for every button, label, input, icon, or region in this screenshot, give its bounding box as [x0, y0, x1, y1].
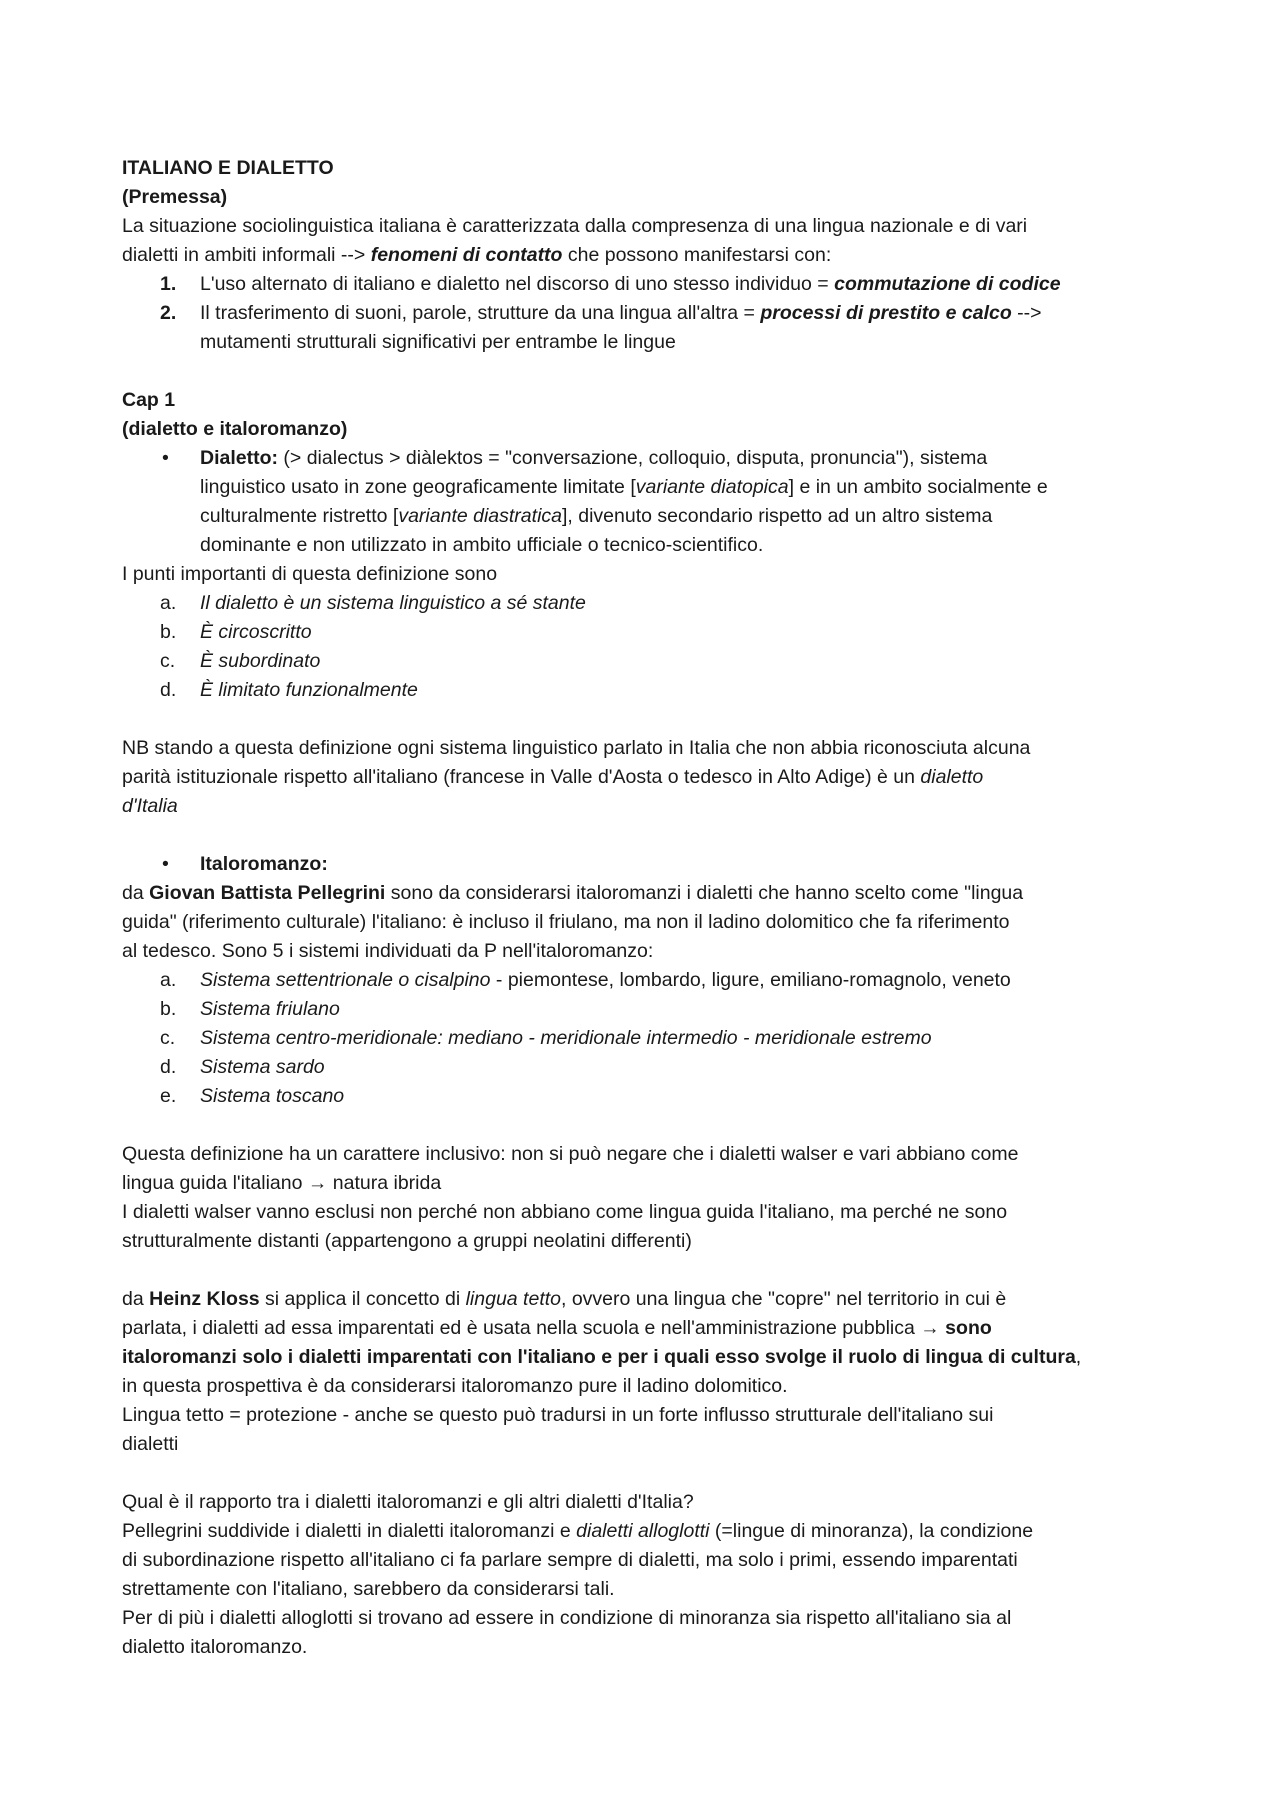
cap1-heading: Cap 1: [122, 389, 176, 411]
kloss-line-1: da Heinz Kloss si applica il concetto di lingua tetto, ovvero una lingua che "copre" nel territorio in cui è: [122, 1288, 1007, 1310]
nb-paragraph-line-2: parità istituzionale rispetto all'italiano (francese in Valle d'Aosta o tedesco in Alto Adige) è un dialetto: [122, 766, 984, 788]
answer-line-4: Per di più i dialetti alloglotti si trovano ad essere in condizione di minoranza sia rispetto all'italiano sia al: [122, 1607, 1012, 1629]
punti-list-item: a. Il dialetto è un sistema linguistico a sé stante: [122, 589, 1167, 618]
tetto-line-2: dialetti: [122, 1433, 179, 1455]
list-marker: c.: [160, 650, 176, 672]
document-title: ITALIANO E DIALETTO: [122, 157, 334, 179]
inclusivo-line-3: I dialetti walser vanno esclusi non perché non abbiano come lingua guida l'italiano, ma perché ne sono: [122, 1201, 1008, 1223]
sistemi-list-item: e. Sistema toscano: [122, 1082, 1167, 1111]
kloss-line-4: in questa prospettiva è da considerarsi italoromanzo pure il ladino dolomitico.: [122, 1375, 788, 1397]
commutazione-di-codice: commutazione di codice: [834, 273, 1061, 295]
question-line: Qual è il rapporto tra i dialetti italoromanzi e gli altri dialetti d'Italia?: [122, 1491, 694, 1513]
sistemi-list-item: a. Sistema settentrionale o cisalpino - piemontese, lombardo, ligure, emiliano-romagnolo, veneto: [122, 966, 1167, 995]
sistemi-list-item: c. Sistema centro-meridionale: mediano - meridionale intermedio - meridionale estremo: [122, 1024, 1167, 1053]
nb-paragraph-line-3: d'Italia: [122, 795, 178, 817]
nb-paragraph-line-1: NB stando a questa definizione ogni sistema linguistico parlato in Italia che non abbia riconosciuta alcuna: [122, 737, 1031, 759]
spacer: [122, 1256, 1167, 1285]
arrow-right-icon: →: [307, 1172, 328, 1194]
spacer: [122, 1459, 1167, 1488]
punti-list-item: c. È subordinato: [122, 647, 1167, 676]
list-marker: c.: [160, 1027, 176, 1049]
spacer: [122, 705, 1167, 734]
list-marker: 2.: [160, 302, 177, 324]
answer-line-5: dialetto italoromanzo.: [122, 1636, 308, 1658]
tetto-line-1: Lingua tetto = protezione - anche se questo può tradursi in un forte influsso strutturale dell'italiano sui: [122, 1404, 994, 1426]
answer-line-1: Pellegrini suddivide i dialetti in dialetti italoromanzi e dialetti alloglotti (=lingue di minoranza), la condizione: [122, 1520, 1034, 1542]
list-marker: e.: [160, 1085, 177, 1107]
bullet-icon: •: [162, 853, 169, 875]
premessa-list-item-2: 2. Il trasferimento di suoni, parole, strutture da una lingua all'altra = processi di prestito e calco --> mutamenti strutturali significativi per entrambe le lingue: [122, 299, 1167, 357]
cap1-subheading: (dialetto e italoromanzo): [122, 418, 348, 440]
italoromanzo-label: Italoromanzo:: [200, 853, 328, 875]
answer-line-3: strettamente con l'italiano, sarebbero da considerarsi tali.: [122, 1578, 615, 1600]
italoromanzo-bullet-item: [122, 850, 1167, 879]
kloss-line-2: parlata, i dialetti ad essa imparentati ed è usata nella scuola e nell'amministrazione pubblica → sono: [122, 1317, 992, 1339]
punti-list-item: b. È circoscritto: [122, 618, 1167, 647]
inclusivo-line-4: strutturalmente distanti (appartengono a gruppi neolatini differenti): [122, 1230, 692, 1252]
list-marker: b.: [160, 998, 177, 1020]
sistemi-list-item: d. Sistema sardo: [122, 1053, 1167, 1082]
spacer: [122, 1111, 1167, 1140]
punti-list-item: d. È limitato funzionalmente: [122, 676, 1167, 705]
list-marker: b.: [160, 621, 177, 643]
premessa-intro-line-1: La situazione sociolinguistica italiana è caratterizzata dalla compresenza di una lingua nazionale e di vari: [122, 215, 1028, 237]
list-marker: 1.: [160, 273, 177, 295]
pellegrini-line-3: al tedesco. Sono 5 i sistemi individuati da P nell'italoromanzo:: [122, 940, 654, 962]
dialetto-bullet-item: • Dialetto: (> dialectus > diàlektos = "conversazione, colloquio, disputa, pronuncia"), sistema linguistico usato in zone geograficamente limitate [variante diatopica] e in un ambito socialmente e culturalmente ristretto [variante diastratica], divenuto secondario rispetto ad un altro sistema dominante e non utilizzato in ambito ufficiale o tecnico-scientifico.: [122, 444, 1167, 560]
document-page: [122, 154, 1167, 1662]
kloss-line-3: italoromanzi solo i dialetti imparentati con l'italiano e per i quali esso svolge il ruolo di lingua di cultura,: [122, 1346, 1082, 1368]
list-marker: a.: [160, 592, 177, 614]
spacer: [122, 357, 1167, 386]
spacer: [122, 821, 1167, 850]
premessa-intro-line-2: dialetti in ambiti informali --> fenomeni di contatto che possono manifestarsi con:: [122, 244, 832, 266]
premessa-heading: (Premessa): [122, 186, 228, 208]
answer-line-2: di subordinazione rispetto all'italiano ci fa parlare sempre di dialetti, ma solo i primi, essendo imparentati: [122, 1549, 1018, 1571]
fenomeni-di-contatto: fenomeni di contatto: [370, 244, 563, 266]
inclusivo-line-2: lingua guida l'italiano → natura ibrida: [122, 1172, 442, 1194]
kloss-name: Heinz Kloss: [149, 1288, 260, 1310]
dialetto-label: Dialetto:: [200, 447, 278, 469]
premessa-list-item-1: 1. L'uso alternato di italiano e dialetto nel discorso di uno stesso individuo = commutazione di codice: [122, 270, 1167, 299]
pellegrini-line-2: guida" (riferimento culturale) l'italiano: è incluso il friulano, ma non il ladino dolomitico che fa riferimento: [122, 911, 1010, 933]
list-marker: d.: [160, 679, 177, 701]
list-marker: a.: [160, 969, 177, 991]
processi-di-prestito-e-calco: processi di prestito e calco: [760, 302, 1012, 324]
sistemi-list-item: b. Sistema friulano: [122, 995, 1167, 1024]
pellegrini-name: Giovan Battista Pellegrini: [149, 882, 386, 904]
punti-intro: I punti importanti di questa definizione sono: [122, 563, 498, 585]
arrow-right-icon: →: [920, 1317, 940, 1339]
pellegrini-line-1: da Giovan Battista Pellegrini sono da considerarsi italoromanzi i dialetti che hanno scelto come "lingua: [122, 882, 1024, 904]
inclusivo-line-1: Questa definizione ha un carattere inclusivo: non si può negare che i dialetti walser e vari abbiano come: [122, 1143, 1019, 1165]
list-marker: d.: [160, 1056, 177, 1078]
bullet-icon: •: [162, 447, 169, 469]
